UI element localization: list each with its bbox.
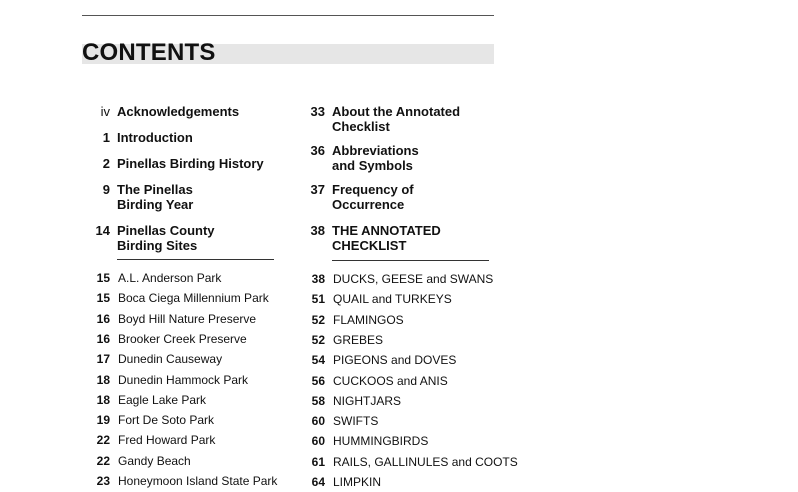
entry-title: Brooker Creek Preserve (118, 331, 247, 346)
page-number: 18 (96, 372, 110, 387)
entry-title: A.L. Anderson Park (118, 271, 222, 285)
toc-subentry (297, 333, 383, 348)
entry-title: Dunedin Causeway (118, 352, 223, 367)
entry-title-line: Pinellas Birding History (117, 156, 264, 171)
entry-title-line: THE ANNOTATED (332, 223, 441, 238)
page-number: 51 (311, 292, 325, 307)
page-number: 36 (310, 143, 325, 158)
entry-title-line: Birding Year (117, 197, 194, 212)
toc-subentry (82, 291, 269, 306)
section-divider-left (117, 259, 274, 260)
entry-title: GREBES (333, 332, 384, 347)
entry-title (332, 143, 419, 173)
toc-subentry (82, 393, 206, 408)
toc-subentry (82, 271, 221, 286)
page-number: 60 (311, 414, 325, 429)
entry-title-line: Checklist (332, 119, 390, 134)
page-number: 2 (102, 156, 110, 171)
entry-title: FLAMINGOS (333, 312, 404, 327)
page-number: 64 (311, 475, 325, 489)
page-number: 22 (96, 433, 110, 448)
top-rule (82, 15, 494, 16)
toc-subentry (297, 374, 448, 389)
page-number: 16 (96, 331, 110, 346)
entry-title: Honeymoon Island State Park (118, 474, 278, 488)
toc-entry (82, 223, 215, 253)
page-number: 14 (95, 223, 110, 238)
entry-title-line: About the Annotated (332, 104, 461, 119)
toc-entry (297, 223, 441, 253)
toc-subentry (82, 332, 247, 347)
entry-title: RAILS, GALLINULES and COOTS (333, 454, 518, 469)
entry-title (117, 223, 215, 253)
toc-subentry (82, 413, 214, 428)
toc-entry (82, 130, 193, 145)
entry-title: Fred Howard Park (118, 433, 216, 448)
page-number: 17 (96, 352, 110, 367)
entry-title: SWIFTS (333, 414, 379, 429)
page-number: 15 (96, 271, 110, 285)
page-number: 60 (311, 434, 325, 449)
entry-title-line: and Symbols (332, 158, 413, 173)
entry-title: Dunedin Hammock Park (118, 372, 249, 387)
page-number: iv (100, 104, 110, 119)
entry-title (117, 130, 193, 145)
entry-title: Fort De Soto Park (118, 413, 215, 428)
toc-subentry (82, 474, 277, 489)
entry-title: DUCKS, GEESE and SWANS (333, 272, 494, 286)
page-number: 54 (311, 353, 325, 368)
toc-entry (82, 156, 264, 171)
toc-entry (297, 143, 419, 173)
toc-entry (297, 182, 414, 212)
page-number: 33 (310, 104, 325, 119)
section-divider-right (332, 260, 489, 261)
entry-title-line: CHECKLIST (332, 238, 407, 253)
toc-entry (82, 182, 193, 212)
page-number: 9 (102, 182, 110, 197)
page-number: 38 (310, 223, 325, 238)
entry-title: NIGHTJARS (333, 393, 402, 408)
toc-entry (297, 104, 460, 134)
page-number: 52 (311, 312, 325, 327)
toc-subentry (297, 475, 381, 490)
entry-title: Gandy Beach (118, 453, 191, 468)
entry-title-line: Abbreviations (332, 143, 419, 158)
page-number: 52 (311, 332, 325, 347)
entry-title-line: Introduction (117, 130, 193, 145)
entry-title (117, 156, 264, 171)
toc-entry (82, 104, 239, 119)
page-number: 58 (311, 393, 325, 408)
entry-title: Boyd Hill Nature Preserve (118, 311, 257, 326)
page-number: 18 (96, 392, 110, 407)
entry-title: PIGEONS and DOVES (333, 353, 457, 368)
page-number: 19 (96, 413, 110, 428)
entry-title: LIMPKIN (333, 475, 382, 489)
entry-title: QUAIL and TURKEYS (333, 292, 452, 307)
page-number: 16 (96, 311, 110, 326)
page-number: 23 (96, 474, 110, 488)
toc-subentry (297, 313, 404, 328)
page-title: CONTENTS (82, 39, 216, 66)
entry-title: HUMMINGBIRDS (333, 434, 429, 449)
entry-title: Eagle Lake Park (118, 392, 207, 407)
page-number: 61 (311, 454, 325, 469)
toc-subentry (297, 272, 493, 287)
entry-title-line: Frequency of (332, 182, 414, 197)
toc-subentry (82, 352, 222, 367)
entry-title-line: The Pinellas (117, 182, 193, 197)
page-number: 1 (102, 130, 110, 145)
toc-subentry (82, 454, 191, 469)
page-number: 15 (96, 291, 110, 306)
toc-subentry (82, 312, 256, 327)
page-number: 56 (311, 373, 325, 388)
entry-title (117, 104, 239, 119)
entry-title (332, 182, 414, 212)
toc-subentry (297, 353, 456, 368)
entry-title (117, 182, 193, 212)
entry-title (332, 223, 441, 253)
entry-title-line: Occurrence (332, 197, 405, 212)
entry-title-line: Acknowledgements (117, 104, 240, 119)
entry-title-line: Birding Sites (117, 238, 198, 253)
page-number: 37 (310, 182, 325, 197)
toc-subentry (297, 434, 428, 449)
entry-title (332, 104, 460, 134)
toc-subentry (297, 394, 401, 409)
page-number: 38 (311, 272, 325, 286)
toc-subentry (82, 433, 215, 448)
entry-title: Boca Ciega Millennium Park (118, 291, 269, 306)
toc-subentry (297, 414, 378, 429)
toc-subentry (297, 455, 518, 470)
toc-subentry (297, 292, 452, 307)
entry-title: CUCKOOS and ANIS (333, 373, 448, 388)
toc-subentry (82, 373, 248, 388)
entry-title-line: Pinellas County (117, 223, 215, 238)
page-number: 22 (96, 453, 110, 468)
